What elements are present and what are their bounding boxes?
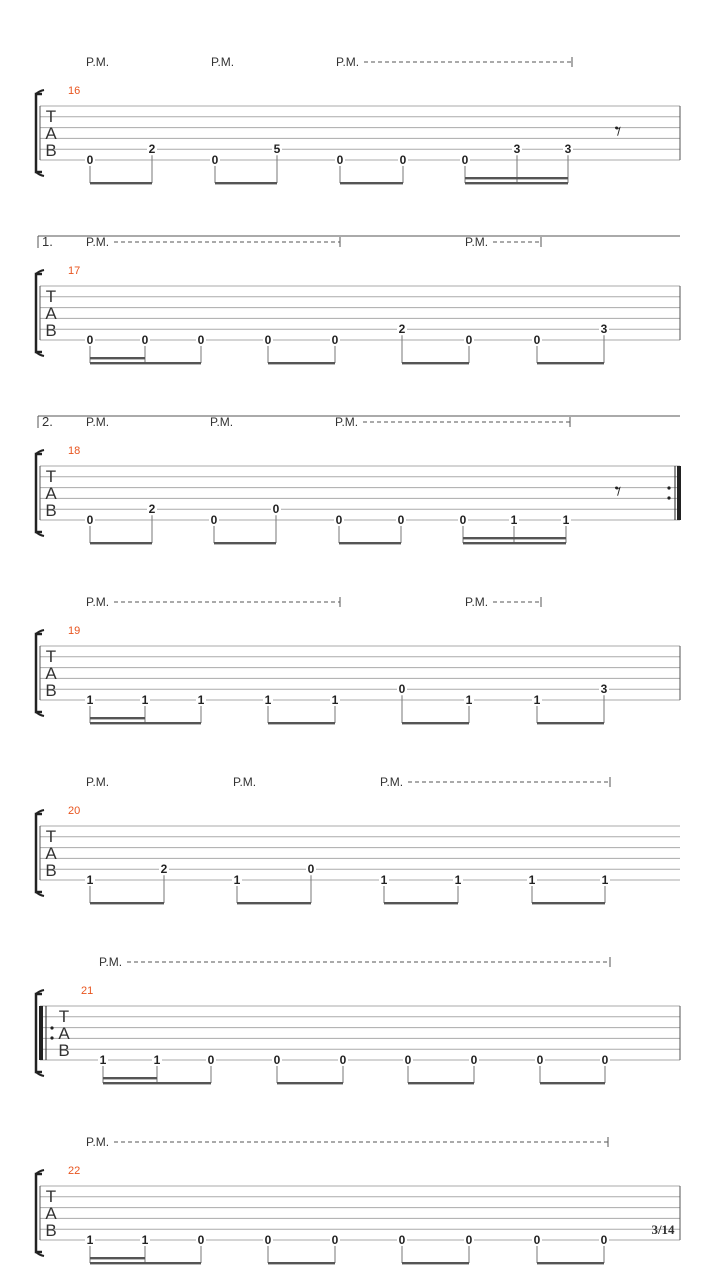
measure-number: 20 [68, 805, 81, 817]
fret-number: 0 [601, 1053, 609, 1067]
beam [90, 362, 201, 364]
fret-number: 0 [272, 502, 280, 517]
beam-secondary [90, 1257, 145, 1259]
fret-number: 0 [339, 1053, 347, 1067]
tab-clef-letter: B [45, 321, 57, 340]
fret-number: 0 [86, 333, 94, 347]
beam [237, 902, 311, 904]
fret-number: 0 [264, 1233, 272, 1247]
fret-number: 0 [273, 1053, 281, 1067]
system-20 [36, 775, 680, 904]
fret-number: 0 [398, 682, 406, 697]
fret-number: 0 [399, 153, 407, 167]
palm-mute-label: P.M. [99, 955, 123, 969]
volta-label: 2. [42, 414, 53, 429]
fret-number: 0 [336, 153, 344, 167]
fret-number: 0 [307, 862, 315, 877]
beam [277, 1082, 343, 1084]
system-22 [36, 1135, 680, 1264]
fret-number: 0 [536, 1053, 544, 1067]
tab-clef-letter: T [45, 1187, 57, 1206]
system-18 [36, 414, 681, 544]
beam [384, 902, 458, 904]
fret-number: 0 [331, 333, 339, 347]
tab-clef-letter: B [45, 681, 57, 700]
tab-clef-letter: A [45, 664, 57, 683]
beam [90, 182, 152, 184]
measure-number: 19 [68, 625, 81, 637]
repeat-end-thick [677, 466, 681, 520]
beam-secondary [103, 1077, 157, 1079]
tab-clef-letter: B [45, 861, 57, 880]
palm-mute-label: P.M. [211, 55, 235, 69]
fret-number: 1 [533, 693, 541, 707]
fret-number: 0 [465, 1233, 473, 1247]
palm-mute-label: P.M. [86, 415, 110, 429]
palm-mute-label: P.M. [86, 235, 110, 249]
fret-number: 1 [141, 693, 149, 707]
repeat-dot [50, 1036, 53, 1039]
fret-number: 2 [148, 502, 156, 517]
measure-number: 22 [68, 1165, 81, 1177]
fret-number: 0 [264, 333, 272, 347]
fret-number: 3 [600, 322, 608, 337]
fret-number: 1 [99, 1053, 107, 1067]
fret-number: 1 [86, 1233, 94, 1247]
palm-mute-label: P.M. [233, 775, 257, 789]
beam [268, 362, 335, 364]
measure-number: 21 [81, 985, 94, 997]
fret-number: 0 [533, 1233, 541, 1247]
fret-number: 0 [141, 333, 149, 347]
fret-number: 3 [600, 682, 608, 697]
repeat-start-thick [39, 1006, 43, 1060]
fret-number: 1 [86, 873, 94, 887]
fret-number: 1 [510, 513, 518, 527]
measure-number: 18 [68, 445, 81, 457]
fret-number: 1 [86, 693, 94, 707]
palm-mute-label: P.M. [465, 235, 489, 249]
beam [537, 362, 604, 364]
tab-clef-letter: A [45, 844, 57, 863]
fret-number: 0 [397, 513, 405, 527]
page-number: 3/14 [651, 1222, 675, 1237]
fret-number: 1 [331, 693, 339, 707]
fret-number: 2 [160, 862, 168, 877]
beam [402, 362, 469, 364]
beam [465, 182, 568, 184]
fret-number: 0 [470, 1053, 478, 1067]
fret-number: 1 [601, 873, 609, 887]
tab-clef-letter: T [45, 467, 57, 486]
palm-mute-label: P.M. [380, 775, 404, 789]
beam [463, 542, 566, 544]
fret-number: 0 [86, 153, 94, 167]
tab-clef-letter: B [58, 1041, 70, 1060]
beam [537, 1262, 604, 1264]
palm-mute-label: P.M. [335, 415, 359, 429]
fret-number: 1 [141, 1233, 149, 1247]
repeat-dot [50, 1026, 53, 1029]
tab-clef-letter: T [58, 1007, 70, 1026]
tab-clef-letter: T [45, 107, 57, 126]
measure-number: 16 [68, 85, 81, 97]
beam [90, 1262, 201, 1264]
tab-clef-letter: T [45, 647, 57, 666]
fret-number: 0 [404, 1053, 412, 1067]
beam [402, 722, 469, 724]
fret-number: 0 [600, 1233, 608, 1247]
system-21 [36, 955, 680, 1084]
fret-number: 0 [197, 333, 205, 347]
beam [540, 1082, 605, 1084]
beam-secondary [90, 357, 145, 359]
system-16 [36, 55, 680, 184]
fret-number: 3 [564, 142, 572, 157]
fret-number: 1 [465, 693, 473, 707]
tab-clef-letter: A [45, 304, 57, 323]
fret-number: 2 [398, 322, 406, 337]
tab-clef-letter: B [45, 141, 57, 160]
beam [268, 1262, 335, 1264]
beam-secondary [463, 537, 566, 539]
measure-number: 17 [68, 265, 81, 277]
system-17 [36, 234, 680, 364]
beam-secondary [465, 177, 568, 179]
fret-number: 1 [233, 873, 241, 887]
fret-number: 5 [273, 142, 281, 157]
beam [339, 542, 401, 544]
beam-secondary [90, 717, 145, 719]
palm-mute-label: P.M. [86, 1135, 110, 1149]
palm-mute-label: P.M. [465, 595, 489, 609]
tab-clef-letter: B [45, 501, 57, 520]
eighth-rest-icon: 𝄾 [614, 477, 622, 507]
fret-number: 1 [264, 693, 272, 707]
fret-number: 0 [331, 1233, 339, 1247]
beam [90, 902, 164, 904]
fret-number: 0 [211, 153, 219, 167]
palm-mute-label: P.M. [336, 55, 360, 69]
fret-number: 0 [398, 1233, 406, 1247]
palm-mute-label: P.M. [86, 55, 110, 69]
repeat-dot [667, 496, 670, 499]
palm-mute-label: P.M. [86, 595, 110, 609]
tab-clef-letter: B [45, 1221, 57, 1240]
beam [214, 542, 276, 544]
fret-number: 1 [562, 513, 570, 527]
system-19 [36, 595, 680, 724]
tab-clef-letter: A [45, 1204, 57, 1223]
fret-number: 1 [153, 1053, 161, 1067]
fret-number: 1 [454, 873, 462, 887]
fret-number: 0 [465, 333, 473, 347]
fret-number: 0 [197, 1233, 205, 1247]
fret-number: 0 [207, 1053, 215, 1067]
volta-label: 1. [42, 234, 53, 249]
fret-number: 1 [380, 873, 388, 887]
tab-clef-letter: A [45, 124, 57, 143]
beam [268, 722, 335, 724]
tab-clef-letter: T [45, 287, 57, 306]
repeat-dot [667, 486, 670, 489]
tab-clef-letter: A [58, 1024, 70, 1043]
beam [103, 1082, 211, 1084]
tab-clef-letter: T [45, 827, 57, 846]
beam [532, 902, 605, 904]
fret-number: 0 [210, 513, 218, 527]
eighth-rest-icon: 𝄾 [614, 117, 622, 147]
fret-number: 2 [148, 142, 156, 157]
fret-number: 0 [533, 333, 541, 347]
beam [537, 722, 604, 724]
beam [90, 542, 152, 544]
beam [215, 182, 277, 184]
fret-number: 1 [528, 873, 536, 887]
fret-number: 3 [513, 142, 521, 157]
fret-number: 0 [86, 513, 94, 527]
beam [408, 1082, 474, 1084]
fret-number: 0 [461, 153, 469, 167]
palm-mute-label: P.M. [86, 775, 110, 789]
beam [90, 722, 201, 724]
tab-clef-letter: A [45, 484, 57, 503]
beam [340, 182, 403, 184]
palm-mute-label: P.M. [210, 415, 234, 429]
fret-number: 0 [335, 513, 343, 527]
fret-number: 0 [459, 513, 467, 527]
fret-number: 1 [197, 693, 205, 707]
beam [402, 1262, 469, 1264]
